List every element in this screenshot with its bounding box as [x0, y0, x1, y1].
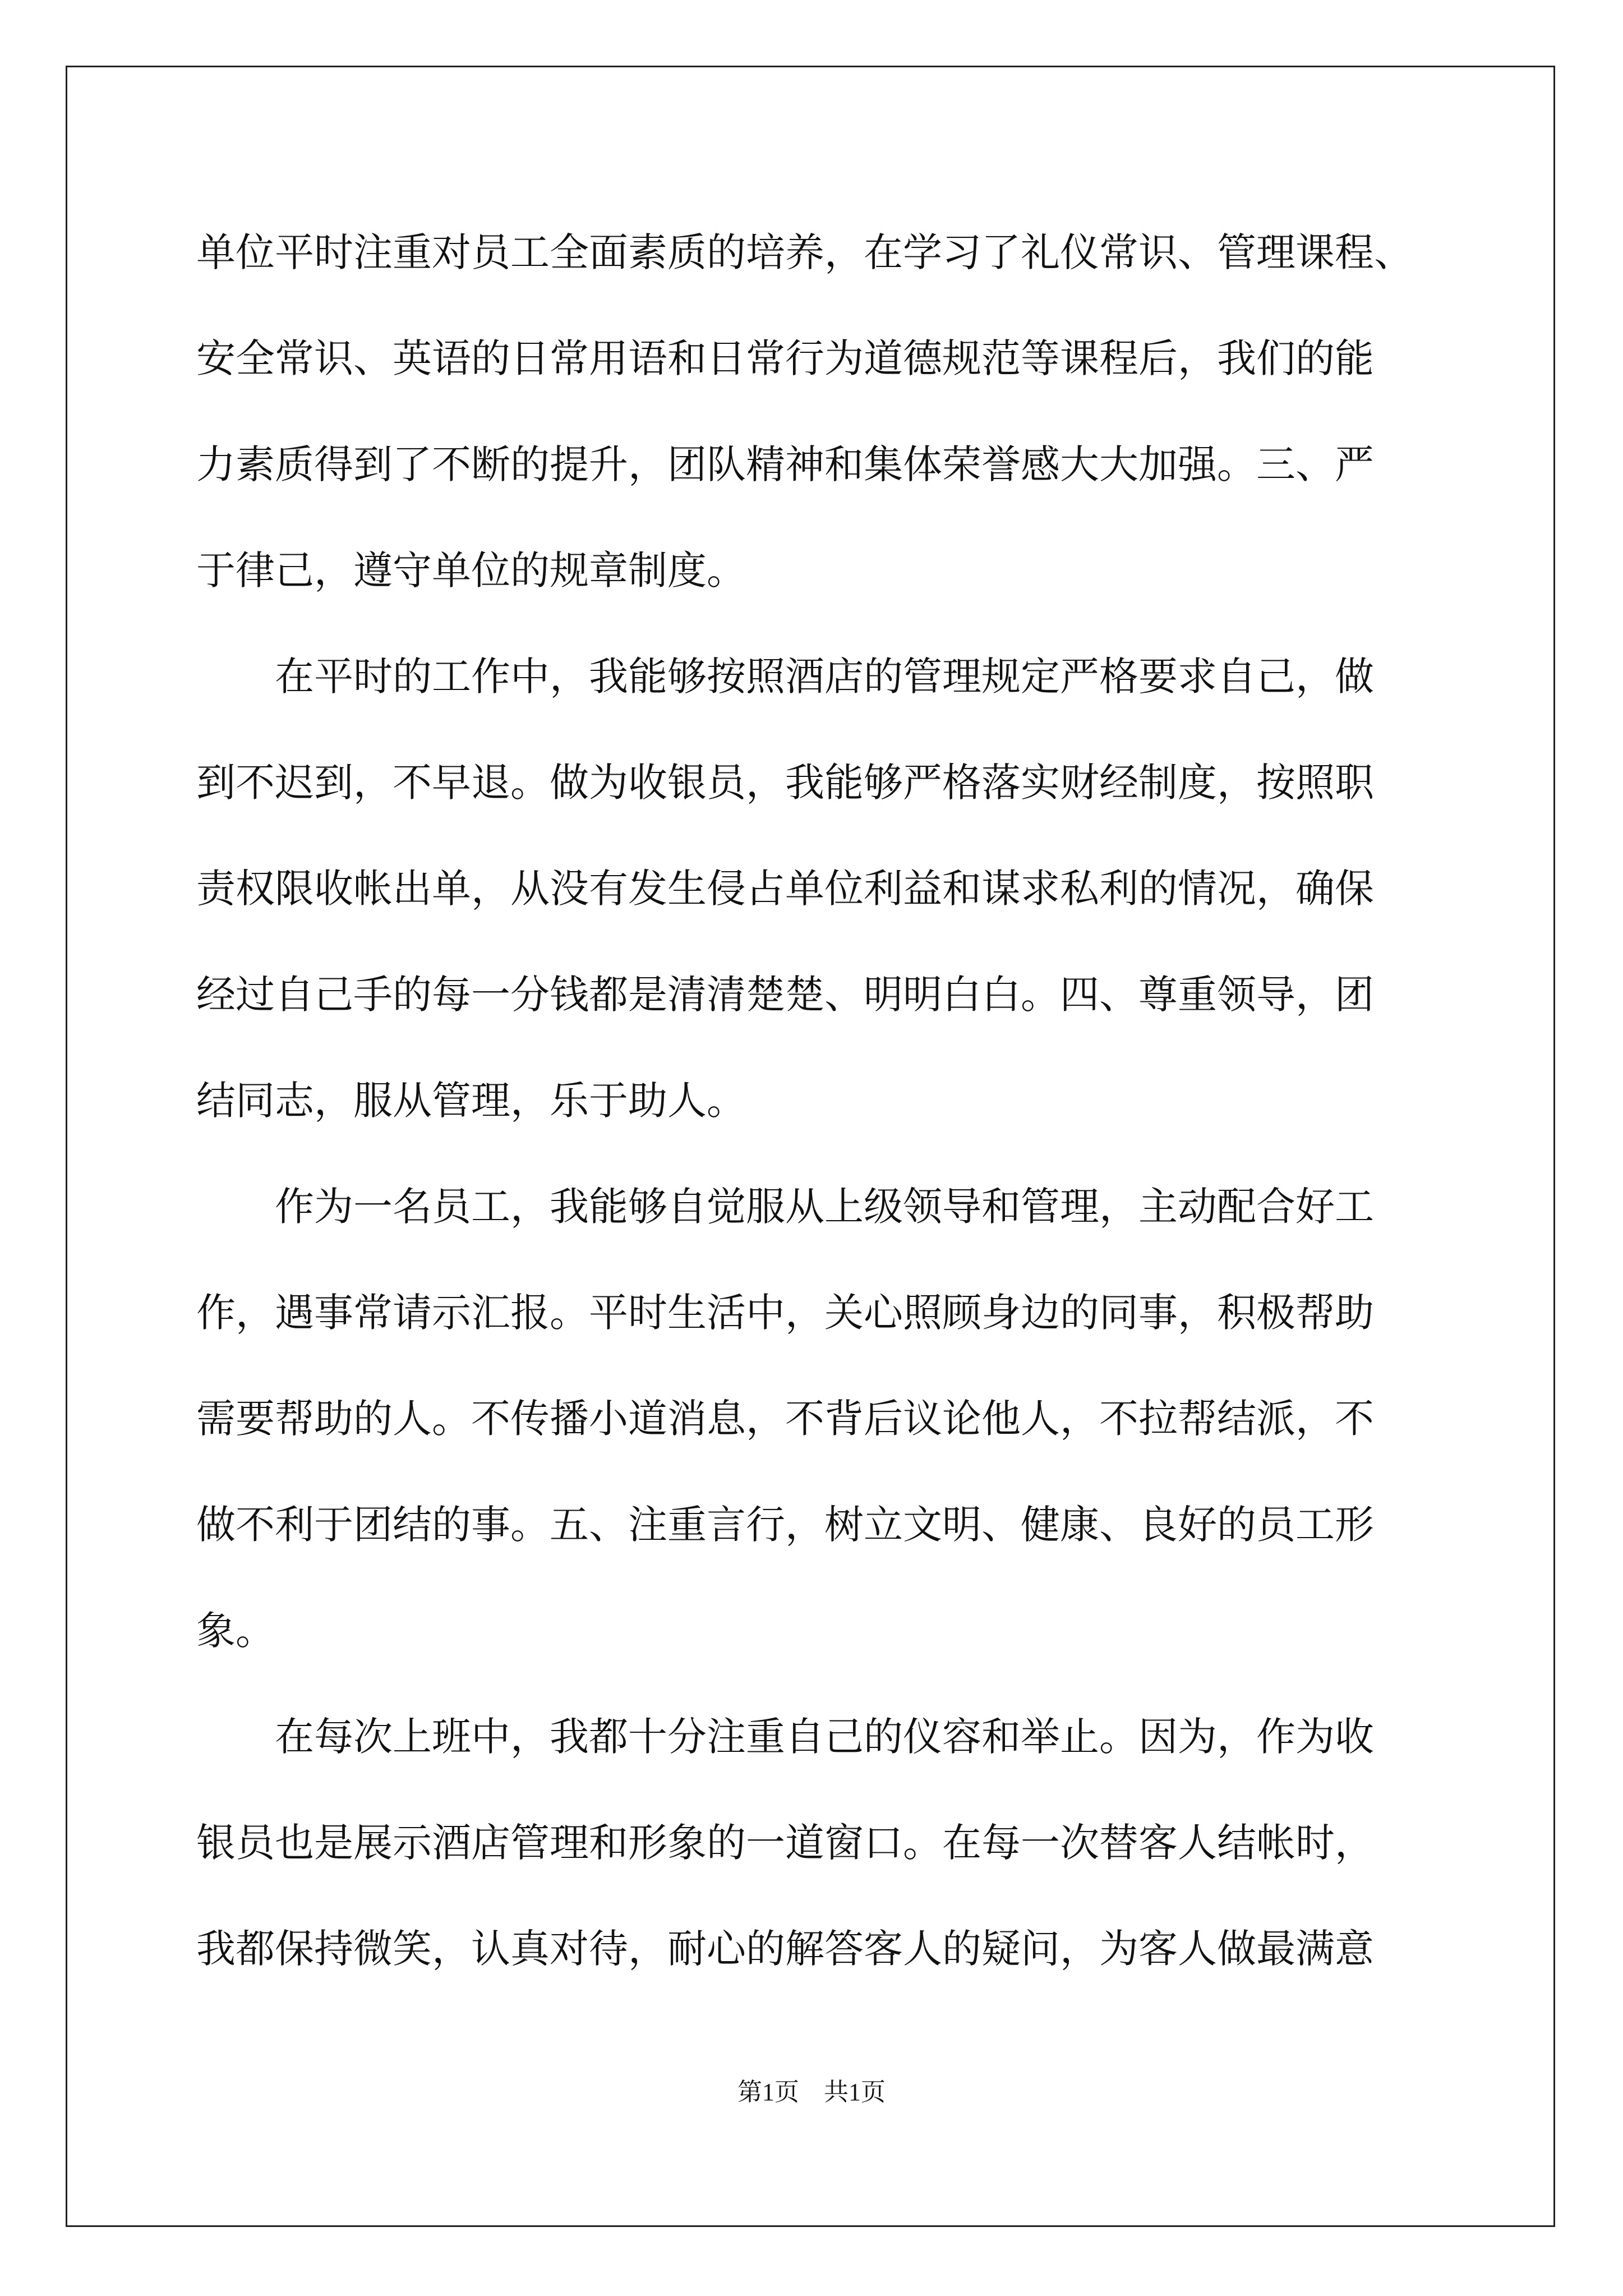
text-line: 力素质得到了不断的提升，团队精神和集体荣誉感大大加强。三、严: [196, 441, 1374, 487]
text-line: 在每次上班中，我都十分注重自己的仪容和举止。因为，作为收: [196, 1714, 1374, 1760]
text-line: 象。: [196, 1608, 275, 1654]
document-body: [196, 200, 1441, 2002]
text-line: 于律己，遵守单位的规章制度。: [196, 547, 746, 593]
text-line: 到不迟到，不早退。做为收银员，我能够严格落实财经制度，按照职: [196, 760, 1374, 806]
page-number-footer: 第1页 共1页: [737, 2078, 886, 2106]
text-line: 作为一名员工，我能够自觉服从上级领导和管理，主动配合好工: [196, 1184, 1374, 1230]
paragraph-2: [196, 624, 1441, 1154]
text-line: 单位平时注重对员工全面素质的培养，在学习了礼仪常识、管理课程、: [196, 229, 1413, 275]
text-line: 作，遇事常请示汇报。平时生活中，关心照顾身边的同事，积极帮助: [196, 1290, 1374, 1336]
text-line: 安全常识、英语的日常用语和日常行为道德规范等课程后，我们的能: [196, 335, 1374, 381]
text-line: 做不利于团结的事。五、注重言行，树立文明、健康、良好的员工形: [196, 1502, 1374, 1548]
text-line: 经过自己手的每一分钱都是清清楚楚、明明白白。四、尊重领导，团: [196, 972, 1374, 1018]
text-line: 结同志，服从管理，乐于助人。: [196, 1078, 746, 1124]
text-line: 需要帮助的人。不传播小道消息，不背后议论他人，不拉帮结派，不: [196, 1396, 1374, 1442]
paragraph-1: [196, 200, 1441, 624]
text-line: 责权限收帐出单，从没有发生侵占单位利益和谋求私利的情况，确保: [196, 866, 1374, 912]
text-line: 在平时的工作中，我能够按照酒店的管理规定严格要求自己，做: [196, 654, 1374, 700]
paragraph-4: [196, 1684, 1441, 2002]
paragraph-3: [196, 1154, 1441, 1684]
text-line: 我都保持微笑，认真对待，耐心的解答客人的疑问，为客人做最满意: [196, 1926, 1374, 1972]
text-line: 银员也是展示酒店管理和形象的一道窗口。在每一次替客人结帐时，: [196, 1820, 1374, 1866]
